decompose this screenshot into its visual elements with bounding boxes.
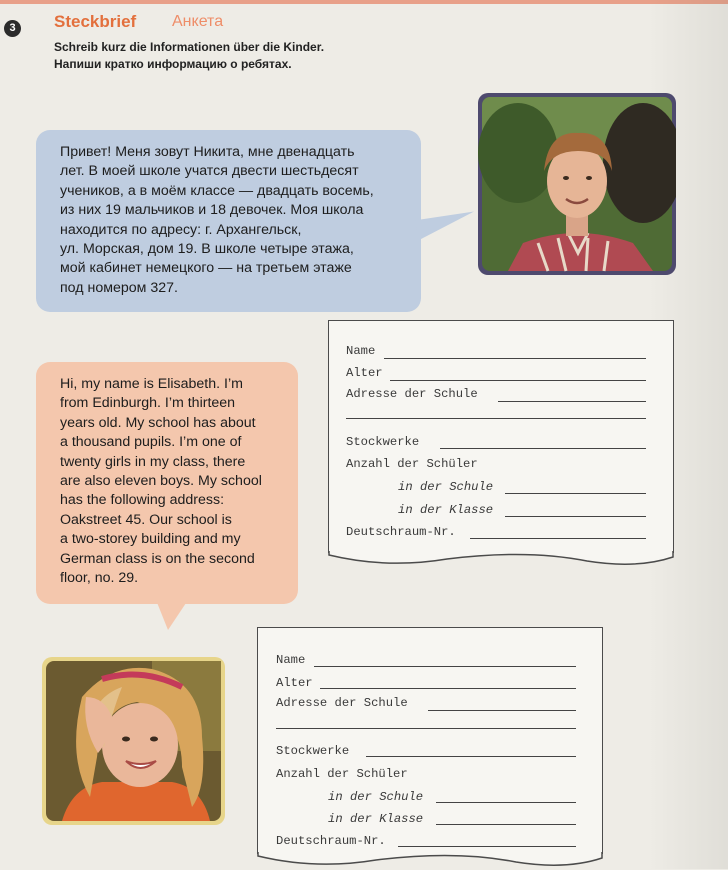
label-alter: Alter xyxy=(346,366,383,380)
form-torn-edge xyxy=(327,551,675,569)
field-name[interactable] xyxy=(314,666,576,667)
field-alter[interactable] xyxy=(320,688,576,689)
label-name: Name xyxy=(276,653,306,667)
text-line: years old. My school has about xyxy=(60,414,256,431)
text-line: ул. Морская, дом 19. В школе четыре этажа, xyxy=(60,241,354,258)
label-name: Name xyxy=(346,344,376,358)
girl-portrait-image xyxy=(42,657,225,825)
label-anzahl: Anzahl der Schüler xyxy=(346,457,478,471)
form-torn-edge xyxy=(256,852,604,870)
label-raum: Deutschraum-Nr. xyxy=(276,834,386,848)
text-line: лет. В моей школе учатся двести шестьдесят xyxy=(60,163,359,180)
text-line: has the following address: xyxy=(60,492,225,509)
instruction-german: Schreib kurz die Informationen über die Kinder. xyxy=(54,40,325,54)
speech-bubble-tail xyxy=(414,202,477,240)
text-line: Oakstreet 45. Our school is xyxy=(60,511,232,528)
label-adresse: Adresse der Schule xyxy=(346,387,478,401)
text-line: под номером 327. xyxy=(60,279,178,296)
text-line: учеников, а в моём классе — двадцать восемь, xyxy=(60,182,374,199)
text-line: German class is on the second xyxy=(60,550,255,567)
label-adresse: Adresse der Schule xyxy=(276,696,408,710)
field-adresse[interactable] xyxy=(498,401,646,402)
field-stockwerke[interactable] xyxy=(366,756,576,757)
text-line: Hi, my name is Elisabeth. I’m xyxy=(60,376,243,392)
field-in-klasse[interactable] xyxy=(436,824,576,825)
label-alter: Alter xyxy=(276,676,313,690)
field-in-klasse[interactable] xyxy=(505,516,646,517)
text-line: are also eleven boys. My school xyxy=(60,473,262,490)
label-stockwerke: Stockwerke xyxy=(346,435,420,449)
field-in-schule[interactable] xyxy=(505,493,646,494)
field-raum[interactable] xyxy=(398,846,576,847)
field-stockwerke[interactable] xyxy=(440,448,646,449)
label-raum: Deutschraum-Nr. xyxy=(346,525,456,539)
text-line: a two-storey building and my xyxy=(60,531,241,548)
steckbrief-form-elisabeth xyxy=(257,627,603,854)
field-raum[interactable] xyxy=(470,538,646,539)
field-adresse-line2[interactable] xyxy=(276,728,576,729)
text-line: мой кабинет немецкого — на третьем этаже xyxy=(60,260,352,277)
photo-girl-elisabeth xyxy=(42,657,225,825)
field-in-schule[interactable] xyxy=(436,802,576,803)
field-adresse[interactable] xyxy=(428,710,576,711)
text-line: floor, no. 29. xyxy=(60,570,139,587)
exercise-number-badge: 3 xyxy=(4,20,21,37)
text-line: from Edinburgh. I’m thirteen xyxy=(60,395,236,412)
instruction-russian: Напиши кратко информацию о ребятах. xyxy=(54,57,292,71)
label-in-klasse: in der Klasse xyxy=(398,503,494,517)
photo-boy-nikita xyxy=(478,93,676,275)
text-line: a thousand pupils. I’m one of xyxy=(60,434,242,451)
boy-portrait-image xyxy=(478,93,676,275)
label-anzahl: Anzahl der Schüler xyxy=(276,767,408,781)
text-line: Привет! Меня зовут Никита, мне двенадцать xyxy=(60,144,355,160)
field-alter[interactable] xyxy=(390,380,646,381)
page-top-border xyxy=(0,0,728,4)
label-in-klasse: in der Klasse xyxy=(328,812,424,826)
elisabeth-text xyxy=(60,375,262,588)
speech-bubble-tail xyxy=(156,600,188,630)
text-line: находится по адресу: г. Архангельск, xyxy=(60,221,302,238)
label-in-schule: in der Schule xyxy=(328,790,424,804)
text-line: twenty girls in my class, there xyxy=(60,453,246,470)
label-stockwerke: Stockwerke xyxy=(276,744,350,758)
title-german: Steckbrief xyxy=(54,12,137,31)
text-line: из них 19 мальчиков и 18 девочек. Моя школа xyxy=(60,202,364,219)
label-in-schule: in der Schule xyxy=(398,480,494,494)
nikita-text xyxy=(60,143,374,298)
field-name[interactable] xyxy=(384,358,646,359)
field-adresse-line2[interactable] xyxy=(346,418,646,419)
title-russian: Анкета xyxy=(172,13,224,30)
